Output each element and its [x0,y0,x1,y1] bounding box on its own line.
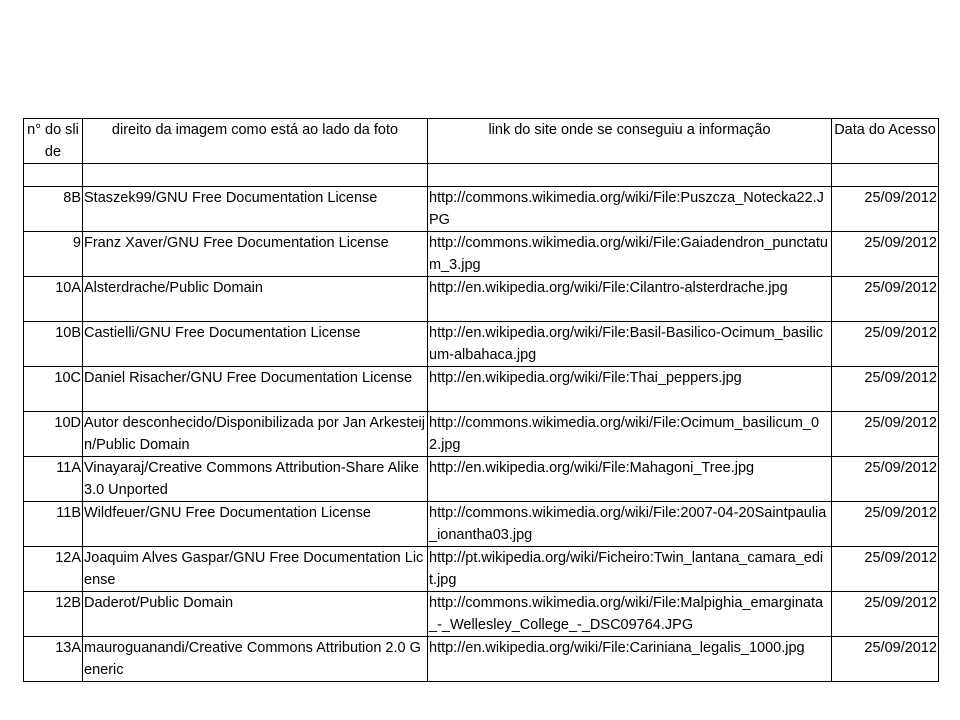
table-row [24,187,939,232]
image-rights-cell: Vinayaraj/Creative Commons Attribution-Share Alike 3.0 Unported [83,457,428,502]
source-link-cell: http://en.wikipedia.org/wiki/File:Basil-Basilico-Ocimum_basilicum-albahaca.jpg [428,322,832,367]
source-link-cell: http://en.wikipedia.org/wiki/File:Cariniana_legalis_1000.jpg [428,637,832,682]
empty-cell [24,164,83,187]
access-date-cell: 25/09/2012 [832,547,939,592]
image-rights-cell: Castielli/GNU Free Documentation License [83,322,428,367]
table-row [24,547,939,592]
slide-number-cell: 10D [24,412,83,457]
credits-table-body [24,119,939,682]
access-date-cell: 25/09/2012 [832,412,939,457]
slide-number-cell: 12A [24,547,83,592]
image-rights-cell: Daderot/Public Domain [83,592,428,637]
slide-number-cell: 10A [24,277,83,322]
image-rights-cell: Autor desconhecido/Disponibilizada por Jan Arkesteijn/Public Domain [83,412,428,457]
access-date-cell: 25/09/2012 [832,187,939,232]
header-source-link: link do site onde se conseguiu a informação [428,119,832,164]
image-rights-cell: mauroguanandi/Creative Commons Attribution 2.0 Generic [83,637,428,682]
table-row [24,592,939,637]
image-rights-cell: Franz Xaver/GNU Free Documentation License [83,232,428,277]
table-row [24,502,939,547]
source-link-cell: http://commons.wikimedia.org/wiki/File:Ocimum_basilicum_02.jpg [428,412,832,457]
access-date-cell: 25/09/2012 [832,367,939,412]
image-rights-cell: Joaquim Alves Gaspar/GNU Free Documentation License [83,547,428,592]
image-credits-table [23,118,939,682]
source-link-cell: http://en.wikipedia.org/wiki/File:Thai_peppers.jpg [428,367,832,412]
access-date-cell: 25/09/2012 [832,502,939,547]
access-date-cell: 25/09/2012 [832,322,939,367]
source-link-cell: http://commons.wikimedia.org/wiki/File:Malpighia_emarginata_-_Wellesley_College_-_DSC09764.JPG [428,592,832,637]
header-access-date: Data do Acesso [832,119,939,164]
source-link-cell: http://en.wikipedia.org/wiki/File:Cilantro-alsterdrache.jpg [428,277,832,322]
empty-row [24,164,939,187]
table-row [24,412,939,457]
table-row [24,277,939,322]
source-link-cell: http://commons.wikimedia.org/wiki/File:Gaiadendron_punctatum_3.jpg [428,232,832,277]
source-link-cell: http://pt.wikipedia.org/wiki/Ficheiro:Twin_lantana_camara_edit.jpg [428,547,832,592]
slide-number-cell: 11A [24,457,83,502]
source-link-cell: http://commons.wikimedia.org/wiki/File:Puszcza_Notecka22.JPG [428,187,832,232]
access-date-cell: 25/09/2012 [832,457,939,502]
slide-number-cell: 10B [24,322,83,367]
slide-number-cell: 11B [24,502,83,547]
slide-number-cell: 13A [24,637,83,682]
access-date-cell: 25/09/2012 [832,592,939,637]
access-date-cell: 25/09/2012 [832,277,939,322]
access-date-cell: 25/09/2012 [832,232,939,277]
table-row [24,457,939,502]
source-link-cell: http://en.wikipedia.org/wiki/File:Mahagoni_Tree.jpg [428,457,832,502]
slide-number-cell: 8B [24,187,83,232]
header-slide-number: n° do slide [24,119,83,164]
table-row [24,322,939,367]
empty-cell [428,164,832,187]
slide-number-cell: 12B [24,592,83,637]
image-rights-cell: Alsterdrache/Public Domain [83,277,428,322]
image-rights-cell: Wildfeuer/GNU Free Documentation License [83,502,428,547]
source-link-cell: http://commons.wikimedia.org/wiki/File:2007-04-20Saintpaulia_ionantha03.jpg [428,502,832,547]
empty-cell [832,164,939,187]
table-row [24,232,939,277]
empty-cell [83,164,428,187]
slide-number-cell: 10C [24,367,83,412]
image-rights-cell: Staszek99/GNU Free Documentation License [83,187,428,232]
slide-number-cell: 9 [24,232,83,277]
image-rights-cell: Daniel Risacher/GNU Free Documentation License [83,367,428,412]
table-header-row [24,119,939,164]
access-date-cell: 25/09/2012 [832,637,939,682]
header-image-rights: direito da imagem como está ao lado da foto [83,119,428,164]
table-row [24,367,939,412]
table-row [24,637,939,682]
